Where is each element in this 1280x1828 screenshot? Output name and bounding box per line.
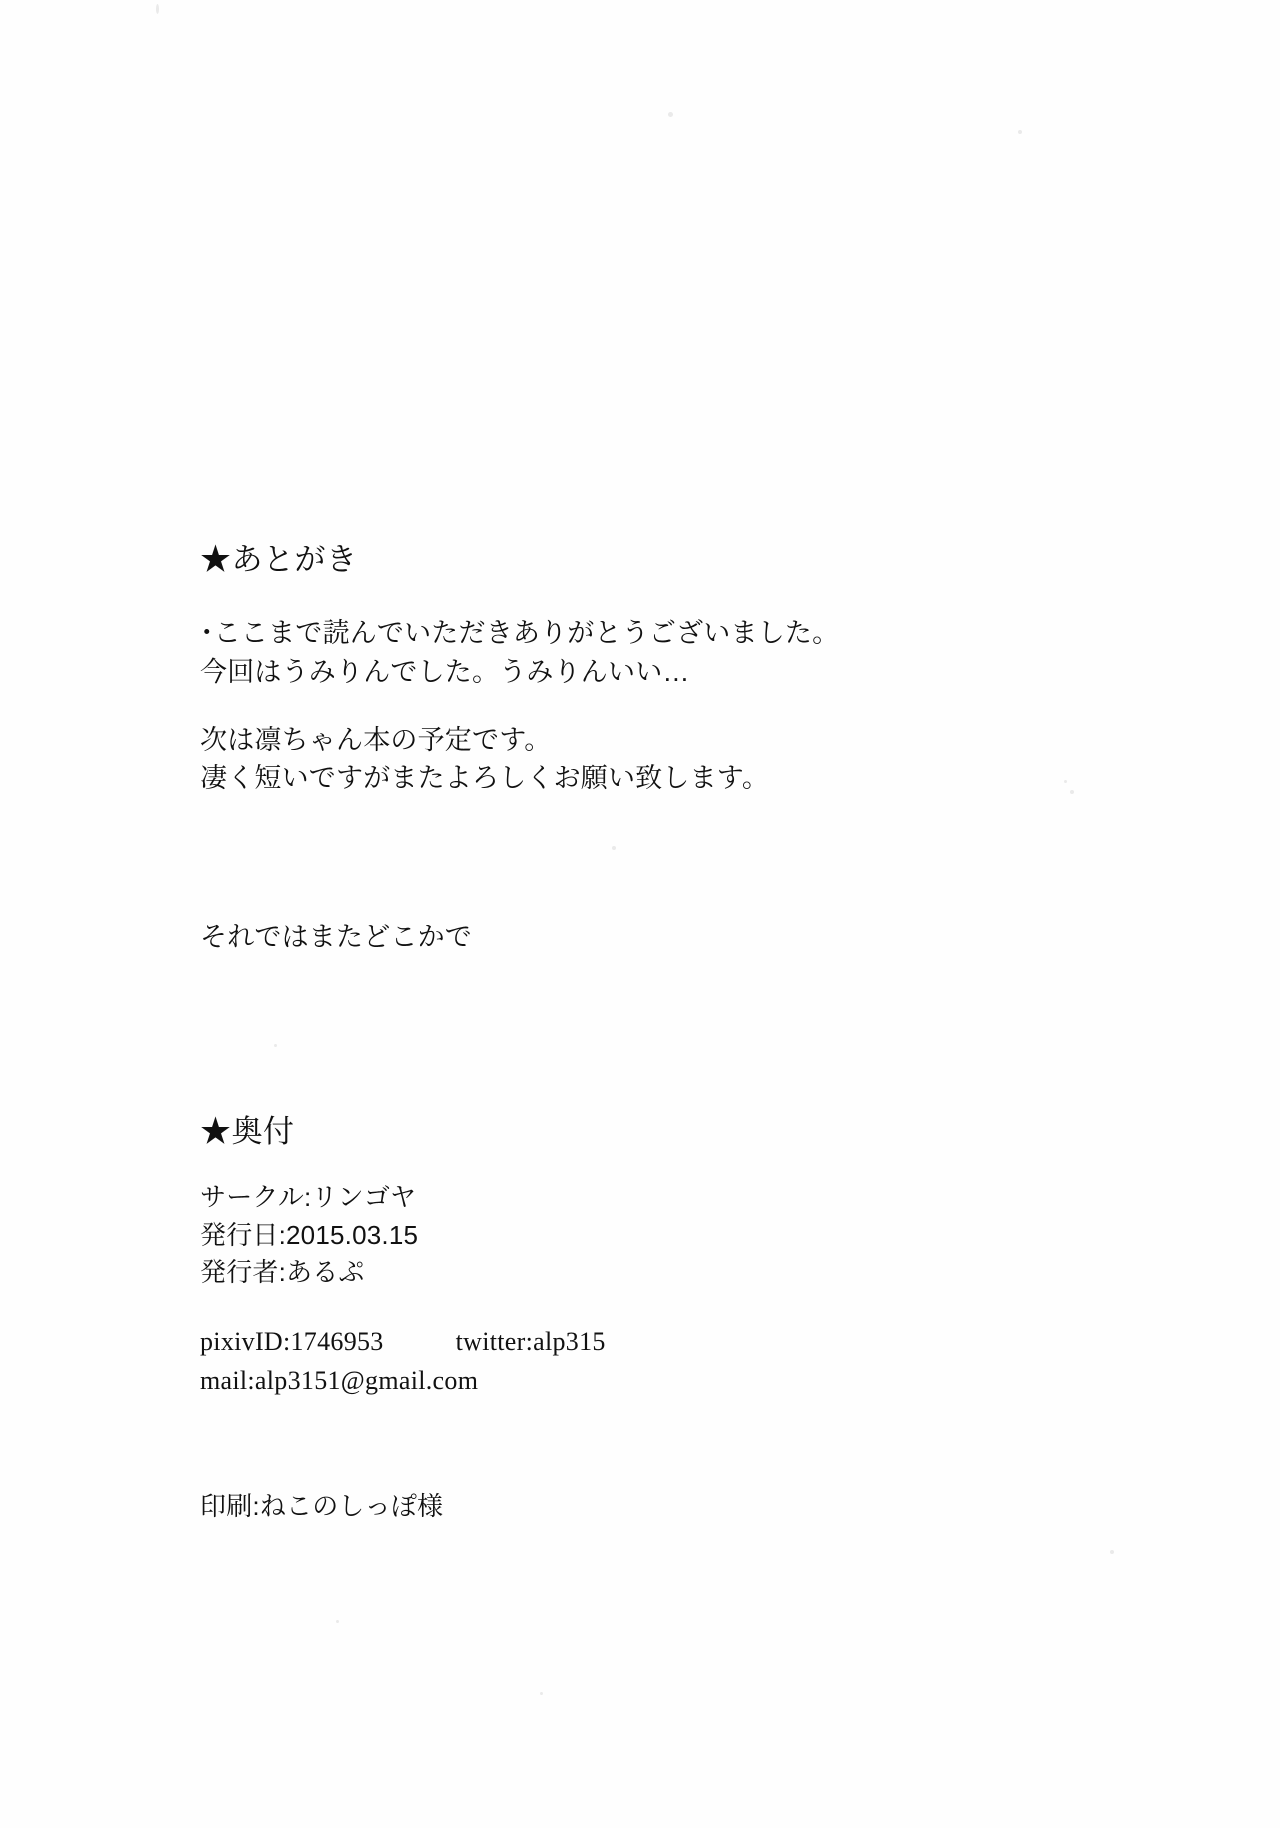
colophon-author: 発行者:あるぷ (200, 1257, 365, 1288)
spacer (200, 1400, 1100, 1430)
paper-speck (668, 112, 673, 117)
afterword-paragraph-2-line-1: 次は凛ちゃん本の予定です。 (200, 724, 552, 755)
paper-speck (1110, 1550, 1114, 1554)
colophon-publish-date: 発行日:2015.03.15 (200, 1219, 419, 1250)
colophon-contacts (200, 1322, 1100, 1400)
page-content (200, 540, 1100, 1549)
afterword-paragraph-1 (200, 614, 1100, 691)
paper-speck (1018, 130, 1022, 134)
afterword-paragraph-1-line-2: 今回はうみりんでした。うみりんいい… (200, 656, 690, 687)
colophon-circle: サークル:リンゴヤ (200, 1181, 417, 1212)
paper-speck (156, 4, 159, 14)
twitter-handle: twitter:alp315 (455, 1327, 606, 1356)
paper-speck (336, 1620, 339, 1623)
mail-address: mail:alp3151@gmail.com (200, 1366, 479, 1395)
spacer (200, 956, 1100, 1106)
spacer (200, 691, 1100, 721)
afterword-paragraph-2 (200, 721, 1100, 798)
colophon-contact-row (200, 1322, 1100, 1361)
afterword-heading: ★あとがき (200, 542, 358, 577)
paper-speck (540, 1692, 543, 1695)
spacer (200, 798, 1100, 918)
printer-credit: 印刷:ねこのしっぽ様 (200, 1491, 444, 1521)
pixiv-id: pixivID:1746953 (200, 1327, 384, 1356)
colophon-heading: ★奥付 (200, 1113, 295, 1149)
spacer (200, 1430, 1100, 1460)
afterword-closing: それではまたどこかで (200, 921, 472, 952)
spacer (200, 1292, 1100, 1322)
colophon-credits (200, 1179, 1100, 1292)
afterword-paragraph-1-line-1: ･ここまで読んでいただきありがとうございました。 (200, 618, 840, 649)
afterword-paragraph-2-line-2: 凄く短いですがまたよろしくお願い致します。 (200, 763, 770, 794)
